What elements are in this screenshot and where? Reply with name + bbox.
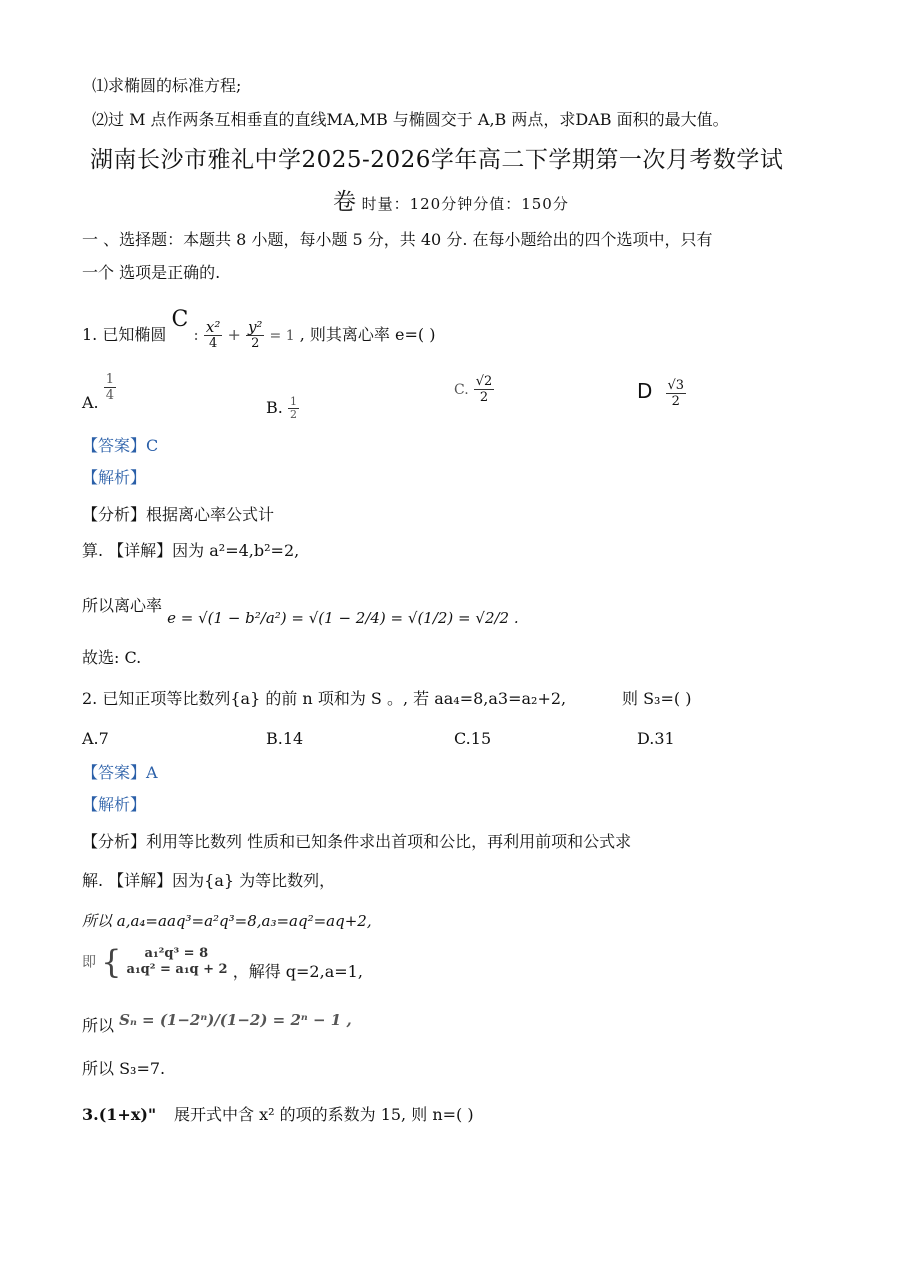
q1-ecc-prefix: 所以离心率 bbox=[82, 596, 163, 615]
q1-colon: : bbox=[193, 325, 199, 344]
q2-option-b: B.14 bbox=[266, 729, 304, 748]
q1-stem bbox=[82, 307, 436, 351]
prev-part1: ⑴求椭圆的标准方程; bbox=[92, 76, 242, 95]
q1-eq: = 1 bbox=[269, 328, 295, 344]
prev-part2: ⑵过 M 点作两条互相垂直的直线MA,MB 与椭圆交于 A,B 两点，求DAB 面积的最大值。 bbox=[92, 110, 729, 129]
q2-eq2: a₁q² = a₁q + 2 bbox=[126, 962, 228, 977]
q2-so3: 所以 S₃=7. bbox=[82, 1059, 166, 1078]
option-label: A. bbox=[82, 393, 99, 412]
q1-ellipse-letter: C bbox=[171, 307, 189, 332]
brace-glyph: { bbox=[101, 943, 122, 981]
q2-answer: 【答案】A bbox=[82, 763, 158, 782]
q2-stem: 2. 已知正项等比数列{a} 的前 n 项和为 S 。, 若 aa₄=8,a3=a₂+2, bbox=[82, 689, 567, 708]
q1-frac-y: $\frac{\text{y²}}{2}$ bbox=[247, 318, 263, 351]
q3-stem-b: 展开式中含 x² 的项的系数为 15, 则 n=( ) bbox=[174, 1105, 474, 1124]
q3-stem-a: 3.(1+x)" bbox=[82, 1105, 157, 1124]
option-label: C. bbox=[454, 382, 469, 398]
q1-stem-suffix: , 则其离心率 e=( ) bbox=[299, 325, 436, 344]
page-title: 湖南长沙市雅礼中学2025-2026学年高二下学期第一次月考数学试 bbox=[90, 147, 784, 173]
q2-detail: 解. 【详解】因为{a} 为等比数列， bbox=[82, 871, 336, 890]
q2-so1: 所以 a,a₄=aaq³=a²q³=8,a₃=aq²=aq+2, bbox=[82, 912, 372, 930]
title-meta-line bbox=[333, 189, 569, 215]
q2-system bbox=[82, 943, 363, 981]
q2-option-c: C.15 bbox=[454, 729, 492, 748]
q1-option-a-value: $\frac{1}{4}$ bbox=[105, 372, 115, 403]
q2-stem-tail: 则 S₃=( ) bbox=[622, 689, 692, 708]
q2-jie: ，解得 q=2,a=1, bbox=[232, 961, 363, 981]
q2-option-d: D.31 bbox=[637, 729, 675, 748]
q1-analysis-heading: 【解析】 bbox=[82, 468, 147, 487]
q1-option-c-value: $\frac{√2}{2}$ bbox=[475, 374, 493, 405]
option-label: D bbox=[637, 379, 653, 403]
q1-frac-x: $\frac{\text{x²}}{4}$ bbox=[205, 318, 221, 351]
exam-meta: 时量：120分钟分值：150分 bbox=[361, 195, 569, 213]
q1-number: 1. 已知椭圆 bbox=[82, 325, 167, 344]
q2-system-equations bbox=[127, 946, 228, 978]
q1-choose: 故选: C. bbox=[82, 648, 142, 667]
section-instructions-1: 一 、选择题：本题共 8 小题，每小题 5 分，共 40 分. 在每小题给出的四个选项中，只有 bbox=[82, 230, 713, 249]
q1-option-d bbox=[637, 378, 686, 409]
q1-eccentricity bbox=[82, 596, 519, 627]
title-continuation: 卷 bbox=[333, 189, 357, 215]
section-instructions-2: 一个 选项是正确的. bbox=[82, 263, 221, 282]
q2-so2-prefix: 所以 bbox=[82, 1016, 115, 1035]
q1-fenxi: 【分析】根据离心率公式计 bbox=[82, 505, 275, 524]
q1-option-a bbox=[82, 372, 116, 412]
q1-answer: 【答案】C bbox=[82, 436, 159, 455]
q1-option-d-value: $\frac{√3}{2}$ bbox=[667, 378, 685, 409]
q2-analysis-heading: 【解析】 bbox=[82, 795, 147, 814]
q2-eq1: a₁²q³ = 8 bbox=[144, 946, 209, 961]
q2-option-a: A.7 bbox=[82, 729, 109, 748]
q2-so2 bbox=[82, 1011, 352, 1036]
q2-so2-formula: Sₙ = (1−2ⁿ)/(1−2) = 2ⁿ − 1 , bbox=[119, 1011, 352, 1029]
q2-ji: 即 bbox=[82, 954, 96, 971]
q1-detail: 算. 【详解】因为 a²=4,b²=2, bbox=[82, 541, 300, 560]
option-label: B. bbox=[266, 398, 283, 417]
q1-option-c bbox=[454, 374, 494, 405]
q1-ecc-formula: e = √(1 − b²/a²) = √(1 − 2/4) = √(1/2) = √2/2 . bbox=[167, 609, 519, 627]
q1-option-b-value: $\frac{1}{2}$ bbox=[289, 395, 297, 421]
q1-plus: + bbox=[227, 325, 241, 344]
q1-option-b bbox=[266, 396, 299, 421]
q2-fenxi: 【分析】利用等比数列 性质和已知条件求出首项和公比，再利用前项和公式求 bbox=[82, 832, 632, 851]
